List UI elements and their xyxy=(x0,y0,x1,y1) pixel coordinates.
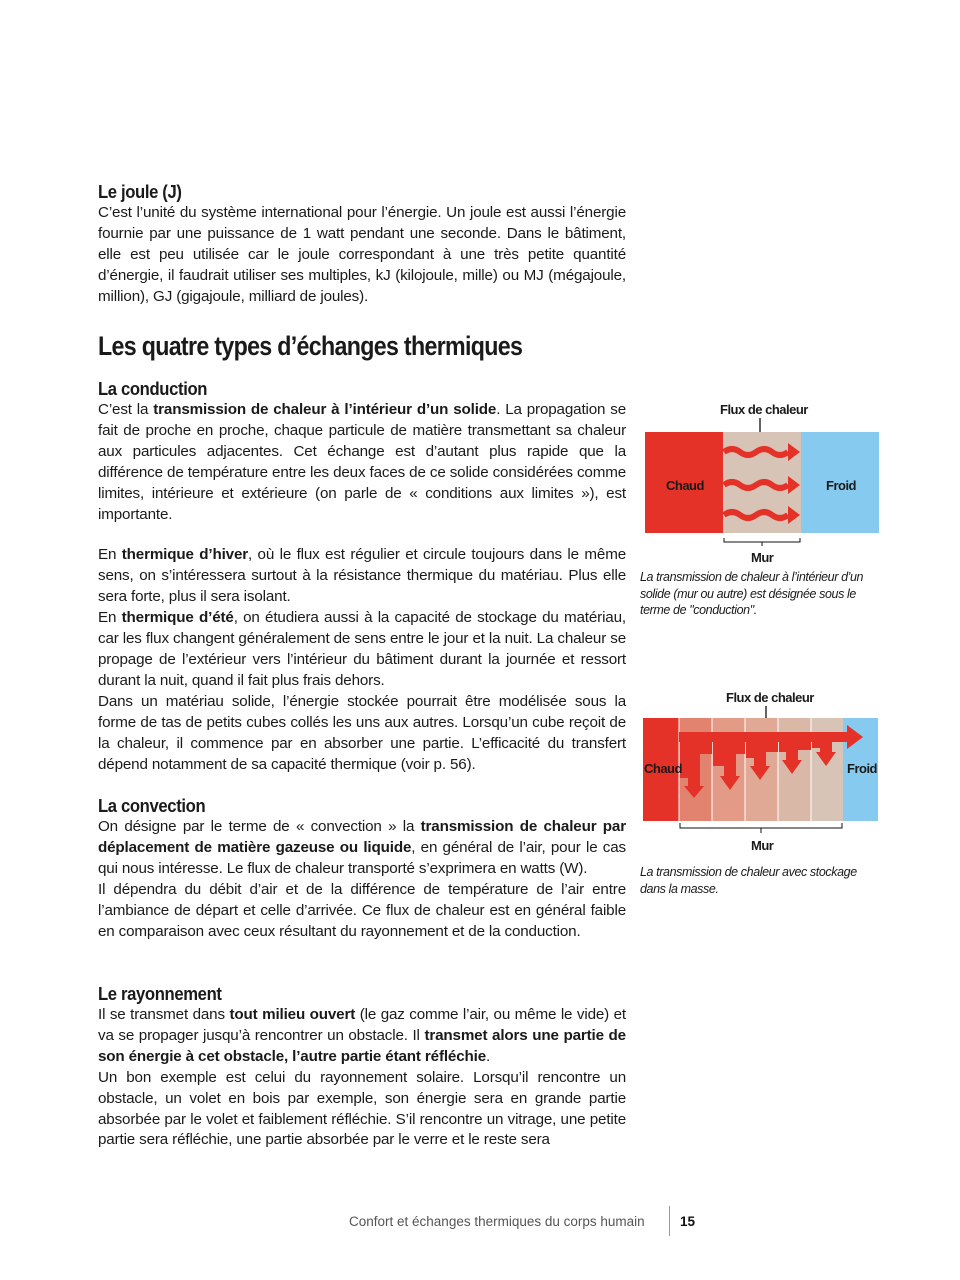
rayonnement-section xyxy=(98,983,626,1151)
convection-heading: La convection xyxy=(98,795,206,816)
figure2-caption: La transmission de chaleur avec stockage dans la masse. xyxy=(640,865,857,896)
rayonnement-paragraph-1: Il se transmet dans tout milieu ouvert (le gaz comme l’air, ou même le vide) et va se propager jusqu’à rencontrer un obstacle. Il transmet alors une partie de son énergie à cet obstacle, l’autre partie étant réfléchie. xyxy=(98,1006,626,1065)
figure2-cold-label: Froid xyxy=(847,761,877,776)
figure1-flux-label: Flux de chaleur xyxy=(720,402,808,417)
conduction-heading: La conduction xyxy=(98,378,208,399)
conduction-section xyxy=(98,378,626,775)
joule-paragraph: C’est l’unité du système international pour l’énergie. Un joule est aussi l’énergie fournie par une puissance de 1 watt pendant une seconde. Dans le bâtiment, elle est peu utilisée car le joule correspondant à une très petite quantité d’énergie, il faudrait utiliser ses multiples, kJ (kilojoule, mille) ou MJ (mégajoule, million), GJ (gigajoule, milliard de joules). xyxy=(98,204,626,305)
figure1-hot-label: Chaud xyxy=(666,478,704,493)
figure2-flux-label: Flux de chaleur xyxy=(726,690,814,705)
convection-section xyxy=(98,795,626,942)
section-title: Les quatre types d’échanges thermiques xyxy=(98,331,523,361)
joule-heading: Le joule (J) xyxy=(98,181,182,202)
convection-paragraph-1: On désigne par le terme de « convection » la transmission de chaleur par déplacement de matière gazeuse ou liquide, en général de l’air, pour le cas qui nous intéresse. Le flux de chaleur transporté s’exprimera en watts (W). xyxy=(98,818,626,877)
section-title-wrap xyxy=(98,330,698,362)
convection-paragraph-2: Il dépendra du débit d’air et de la différence de température de l’air entre l’ambiance de départ et celle d’arrivée. Ce flux de chaleur est en général faible en comparaison avec ceux résultant du rayonnement et de la conduction. xyxy=(98,880,626,940)
figure1-cold-label: Froid xyxy=(826,478,856,493)
conduction-diagram xyxy=(640,418,885,568)
conduction-paragraph-4: Dans un matériau solide, l’énergie stockée pourrait être modélisée sous la forme de tas de petits cubes collés les uns aux autres. Lorsqu’un cube reçoit de la chaleur, il commence par en absorber une partie. L’efficacité du transfert dépend notamment de sa capacité thermique (voir p. 56). xyxy=(98,692,626,773)
conduction-paragraph-2: En thermique d’hiver, où le flux est régulier et circule toujours dans le même sens, on s’intéressera surtout à la résistance thermique du matériau. Plus elle sera forte, plus il sera isolant. xyxy=(98,546,626,606)
footer-title: Confort et échanges thermiques du corps humain xyxy=(349,1214,645,1229)
footer-divider xyxy=(669,1206,670,1236)
rayonnement-heading: Le rayonnement xyxy=(98,983,222,1004)
page-number: 15 xyxy=(680,1214,696,1229)
conduction-paragraph-1: C’est la transmission de chaleur à l’intérieur d’un solide. La propagation se fait de proche en proche, chaque particule de matière transmettant sa chaleur aux particules adjacentes. Cet échange est d’autant plus rapide que la différence de température entre les deux faces de ce solide considérées comme limites, intérieure et extérieure (on parle de « conditions aux limites »), est importante. xyxy=(98,401,626,523)
rayonnement-paragraph-2: Un bon exemple est celui du rayonnement solaire. Lorsqu’il rencontre un obstacle, un volet en bois par exemple, son énergie sera en grande partie absorbée par le volet et faiblement réfléchie. S’il rencontre un vitrage, une petite partie sera réfléchie, une partie absorbée par le verre et le reste sera xyxy=(98,1068,626,1149)
figure2-wall-label: Mur xyxy=(751,838,774,853)
figure1-caption: La transmission de chaleur à l’intérieur d’un solide (mur ou autre) est désignée sous le terme de "conduction". xyxy=(640,570,864,617)
main-flow-arrow xyxy=(679,732,849,742)
figure2-hot-label: Chaud xyxy=(644,761,682,776)
figure1-wall-label: Mur xyxy=(751,550,774,565)
conduction-paragraph-3: En thermique d’été, on étudiera aussi à la capacité de stockage du matériau, car les flux changent généralement de sens entre le jour et la nuit. La chaleur se propage de l’extérieur vers l’intérieur du bâtiment durant la journée et ressort durant la nuit, quand il fait plus frais dehors. xyxy=(98,609,626,689)
joule-section xyxy=(98,181,626,308)
